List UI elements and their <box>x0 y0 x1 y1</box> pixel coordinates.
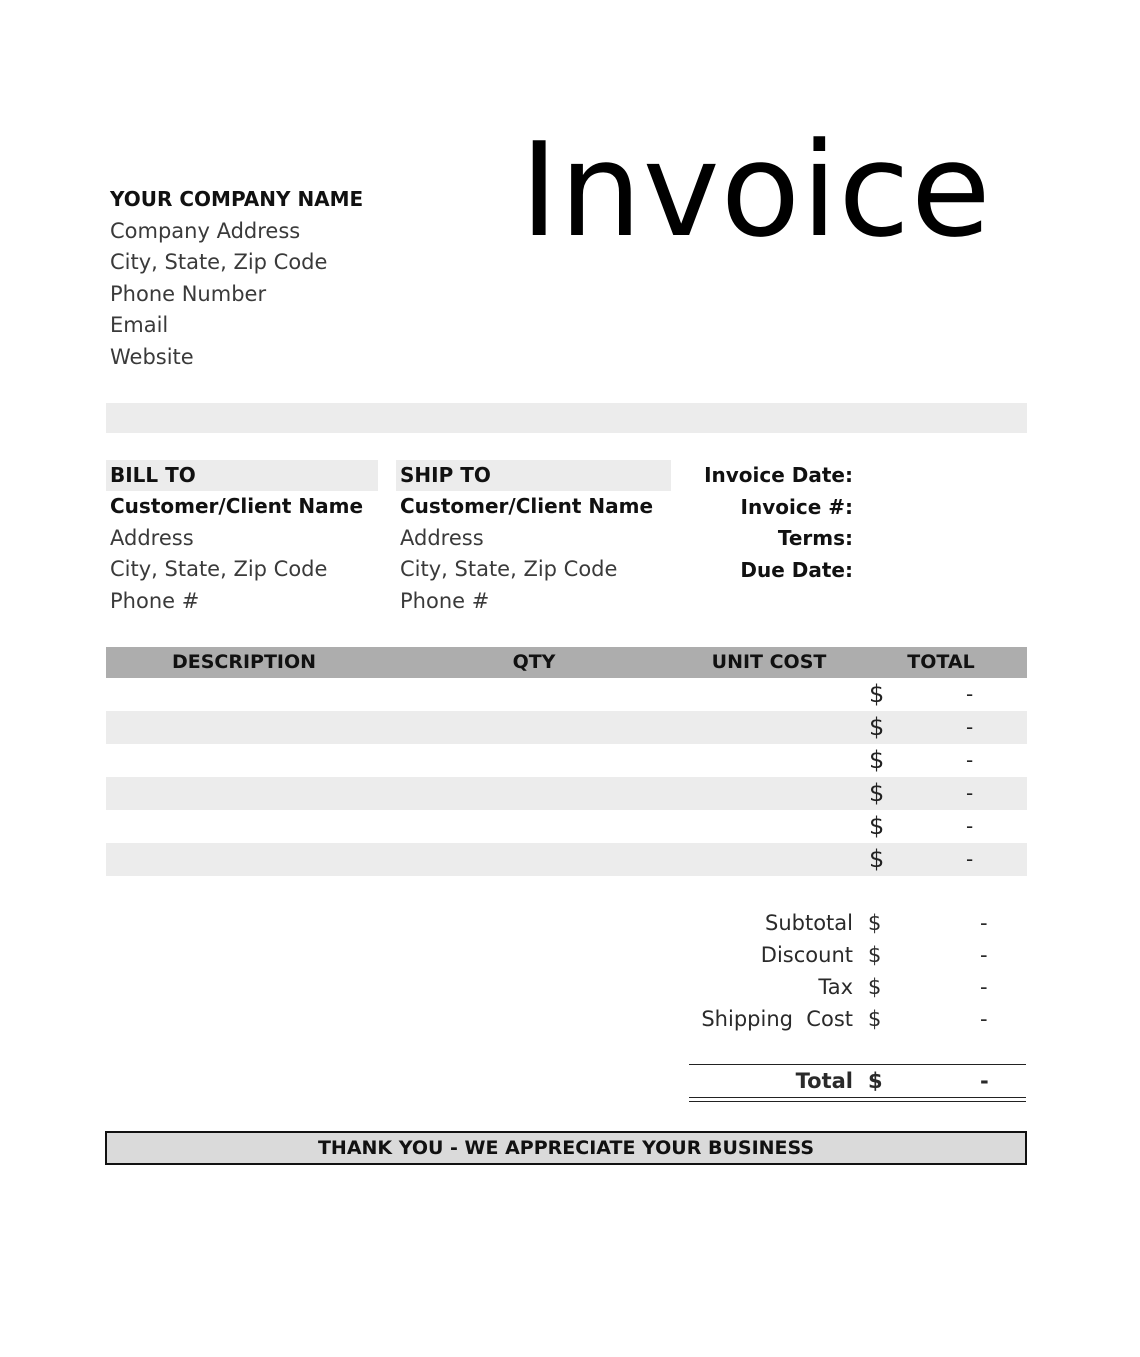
col-total: TOTAL <box>907 651 975 673</box>
ship-to-name: Customer/Client Name <box>400 494 654 518</box>
row-currency: $ <box>869 746 885 774</box>
total-value: - <box>980 1069 989 1093</box>
col-description: DESCRIPTION <box>171 651 317 673</box>
row-currency: $ <box>869 812 885 840</box>
tax-label: Tax <box>818 975 853 999</box>
discount-label: Discount <box>760 943 853 967</box>
company-city-state-zip: City, State, Zip Code <box>110 250 328 274</box>
subtotal-value: - <box>980 911 988 935</box>
row-total: - <box>966 715 974 739</box>
discount-currency: $ <box>868 943 882 967</box>
tax-value: - <box>980 975 988 999</box>
bill-to-address: Address <box>110 525 194 550</box>
total-label: Total <box>795 1069 853 1093</box>
discount-value: - <box>980 943 988 967</box>
bill-to-city-state-zip: City, State, Zip Code <box>110 557 328 581</box>
col-qty: QTY <box>512 651 556 673</box>
table-row <box>106 711 1027 744</box>
due-date-label: Due Date: <box>740 557 853 582</box>
company-website: Website <box>110 344 194 369</box>
row-currency: $ <box>869 845 885 873</box>
bill-to-header: BILL TO <box>106 460 378 491</box>
table-row <box>106 777 1027 810</box>
row-currency: $ <box>869 713 885 741</box>
table-row <box>106 678 1027 711</box>
tax-currency: $ <box>868 975 882 999</box>
invoice-date-label: Invoice Date: <box>704 463 853 487</box>
company-info <box>110 184 363 373</box>
separator-bar <box>106 403 1027 433</box>
shipping-label: Shipping Cost <box>701 1007 853 1031</box>
row-total: - <box>966 748 974 772</box>
table-row <box>106 744 1027 777</box>
row-total: - <box>966 847 974 871</box>
invoice-title: Invoice <box>520 114 992 266</box>
bill-to-block <box>106 460 378 617</box>
company-address: Company Address <box>110 218 301 243</box>
company-phone: Phone Number <box>110 281 267 306</box>
ship-to-city-state-zip: City, State, Zip Code <box>400 557 618 581</box>
table-row <box>106 810 1027 843</box>
ship-to-header: SHIP TO <box>396 460 671 491</box>
items-table-header <box>106 647 1027 678</box>
row-total: - <box>966 682 974 706</box>
terms-label: Terms: <box>777 526 853 550</box>
total-rule-top <box>689 1064 1026 1065</box>
shipping-value: - <box>980 1007 988 1031</box>
row-total: - <box>966 814 974 838</box>
total-rule-double <box>689 1097 1026 1102</box>
total-currency: $ <box>868 1069 883 1093</box>
bill-to-name: Customer/Client Name <box>110 494 364 518</box>
subtotal-label: Subtotal <box>765 911 853 935</box>
company-name: YOUR COMPANY NAME <box>110 187 364 211</box>
subtotal-currency: $ <box>868 911 882 935</box>
table-row <box>106 843 1027 876</box>
company-email: Email <box>110 313 169 337</box>
row-total: - <box>966 781 974 805</box>
invoice-number-label: Invoice #: <box>740 494 853 519</box>
bill-to-phone: Phone # <box>110 588 200 613</box>
row-currency: $ <box>869 779 885 807</box>
ship-to-phone: Phone # <box>400 588 490 613</box>
ship-to-block <box>396 460 671 617</box>
invoice-meta <box>640 460 853 586</box>
row-currency: $ <box>869 680 885 708</box>
ship-to-address: Address <box>400 525 484 550</box>
thank-you-banner: THANK YOU - WE APPRECIATE YOUR BUSINESS <box>105 1131 1027 1165</box>
shipping-currency: $ <box>868 1007 882 1031</box>
col-unit-cost: UNIT COST <box>711 651 827 673</box>
